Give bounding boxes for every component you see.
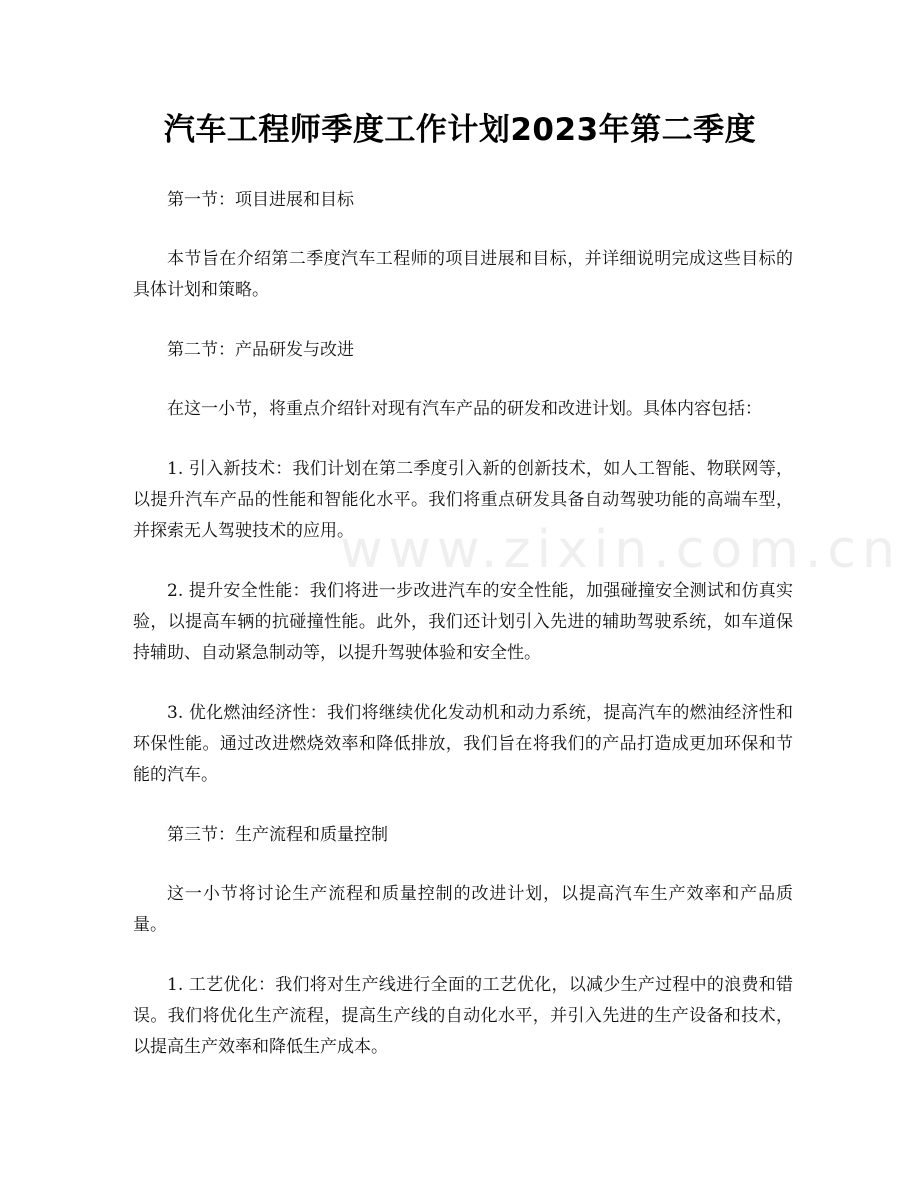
page-title: 汽车工程师季度工作计划2023年第二季度 xyxy=(163,112,757,148)
section-heading-3: 第三节：生产流程和质量控制 xyxy=(167,825,388,845)
list-item-safety: 2. 提升安全性能：我们将进一步改进汽车的安全性能，加强碰撞安全测试和仿真实验，以提高车辆的抗碰撞性能。此外，我们还计划引入先进的辅助驾驶系统，如车道保持辅助、自动紧急制动等，以提升驾驶体验和安全性。 xyxy=(133,581,793,663)
list-item-new-technology: 1. 引入新技术：我们计划在第二季度引入新的创新技术，如人工智能、物联网等，以提升汽车产品的性能和智能化水平。我们将重点研发具备自动驾驶功能的高端车型，并探索无人驾驶技术的应用。 xyxy=(133,459,793,541)
section-heading-1: 第一节：项目进展和目标 xyxy=(167,190,354,210)
section-heading-2: 第二节：产品研发与改进 xyxy=(167,340,354,360)
list-item-fuel-economy: 3. 优化燃油经济性：我们将继续优化发动机和动力系统，提高汽车的燃油经济性和环保性能。通过改进燃烧效率和降低排放，我们旨在将我们的产品打造成更加环保和节能的汽车。 xyxy=(133,703,793,785)
list-item-process-optimization: 1. 工艺优化：我们将对生产线进行全面的工艺优化，以减少生产过程中的浪费和错误。我们将优化生产流程，提高生产线的自动化水平，并引入先进的生产设备和技术，以提高生产效率和降低生产成本。 xyxy=(133,975,793,1057)
paragraph-intro-3: 这一小节将讨论生产流程和质量控制的改进计划，以提高汽车生产效率和产品质量。 xyxy=(133,884,793,935)
paragraph-intro-2: 在这一小节，将重点介绍针对现有汽车产品的研发和改进计划。具体内容包括： xyxy=(167,399,762,419)
document-body xyxy=(133,185,901,1092)
watermark: www.zixin.com.cn xyxy=(340,520,901,580)
paragraph-intro-1: 本节旨在介绍第二季度汽车工程师的项目进展和目标，并详细说明完成这些目标的具体计划和策略。 xyxy=(133,249,793,300)
